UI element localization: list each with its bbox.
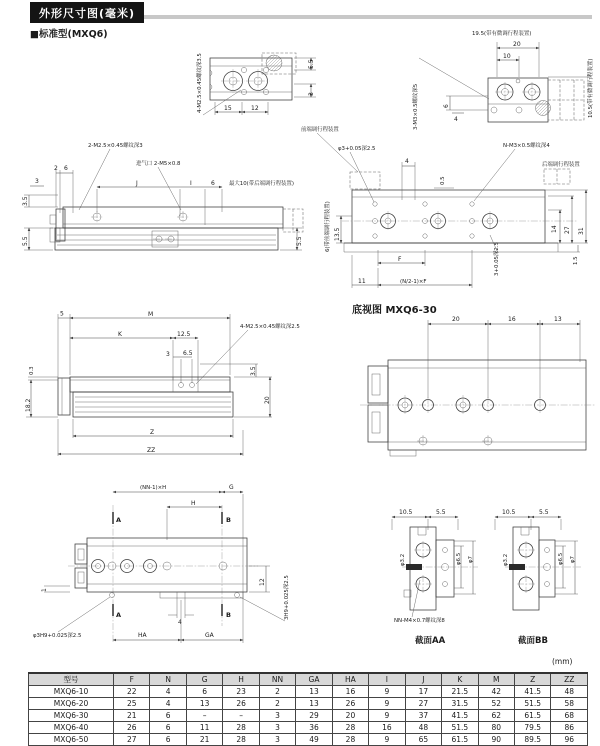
value-cell: 11: [186, 722, 222, 734]
column-header: K: [442, 673, 478, 686]
dim-3: 3: [308, 92, 315, 96]
section-aa-title: 截面AA: [415, 636, 446, 646]
dim-GA: GA: [205, 632, 214, 639]
value-cell: 2: [259, 698, 295, 710]
column-header: H: [223, 673, 259, 686]
top-view: [301, 125, 588, 288]
rear-adjuster-label: 后端调行程装置: [542, 162, 580, 168]
bottom-view-title: 底视图 MXQ6-30: [352, 305, 437, 316]
dim-20: 20: [513, 41, 521, 48]
dim-3p5: 3.5: [22, 196, 29, 206]
model-cell: MXQ6-30: [29, 710, 114, 722]
value-cell: 31.5: [442, 698, 478, 710]
value-cell: 37: [405, 710, 441, 722]
value-cell: 41.5: [442, 710, 478, 722]
page-title: 外形尺寸图(毫米): [30, 2, 144, 23]
value-cell: 80: [478, 722, 514, 734]
dim-11: 11: [358, 278, 366, 285]
value-cell: 79.5: [514, 722, 550, 734]
dia-7-aa: φ7: [468, 556, 474, 563]
value-cell: 52: [478, 698, 514, 710]
dim-6p5: 6.5: [183, 350, 193, 357]
value-cell: 23: [223, 686, 259, 698]
value-cell: 4: [150, 686, 186, 698]
air-port-note: 进气口 2-M5×0.8: [136, 161, 181, 167]
dim-12: 12: [259, 578, 266, 586]
dim-3p5: 3.5: [250, 366, 257, 376]
value-cell: 9: [369, 686, 405, 698]
dim-20: 20: [264, 396, 271, 404]
value-cell: 16: [369, 722, 405, 734]
thread-note: 3-M3×0.5螺纹深5: [413, 83, 419, 130]
value-cell: 9: [369, 698, 405, 710]
value-cell: 6: [150, 710, 186, 722]
value-cell: 36: [296, 722, 332, 734]
column-header: F: [114, 673, 150, 686]
table-row: [29, 710, 588, 722]
dim-6b: 6: [211, 180, 215, 187]
value-cell: 4: [150, 698, 186, 710]
dim-K: K: [118, 331, 122, 338]
dim-20: 20: [452, 316, 460, 323]
section-mark-A-bottom: A: [116, 611, 122, 619]
dim-J: J: [136, 180, 138, 187]
model-cell: MXQ6-10: [29, 686, 114, 698]
column-header: J: [405, 673, 441, 686]
value-cell: 42: [478, 686, 514, 698]
section-bb-title: 截面BB: [518, 636, 548, 646]
dim-27: 27: [564, 226, 571, 234]
dim-5p5-aa: 5.5: [436, 509, 446, 516]
top-plan-view: [195, 53, 316, 115]
dia-7-bb: φ7: [570, 556, 576, 563]
value-cell: 65: [405, 734, 441, 746]
value-cell: 13: [296, 698, 332, 710]
value-cell: 3: [259, 710, 295, 722]
thread-note: N-M3×0.5螺纹深4: [503, 143, 550, 149]
value-cell: 21: [186, 734, 222, 746]
dim-1: 1: [41, 588, 48, 592]
thread-note: 2-M2.5×0.45螺纹深3: [88, 143, 143, 149]
dim-G: G: [229, 484, 234, 491]
dia-3p2-bb: φ3.2: [503, 553, 509, 566]
value-cell: 6: [150, 722, 186, 734]
value-cell: 21: [114, 710, 150, 722]
dim-nn-1xh: (NN-1)×H: [140, 485, 167, 491]
table-row: [29, 686, 588, 698]
dim-F: F: [398, 256, 402, 263]
value-cell: 90: [478, 734, 514, 746]
value-cell: 28: [332, 722, 368, 734]
column-header: ZZ: [551, 673, 588, 686]
value-cell: 89.5: [514, 734, 550, 746]
side-view: [22, 141, 331, 252]
dim-10p5-aa: 10.5: [399, 509, 413, 516]
value-cell: 41.5: [514, 686, 550, 698]
units-note: (mm): [552, 657, 573, 666]
value-cell: 25: [114, 698, 150, 710]
dim-5p5: 5.5: [308, 59, 315, 69]
series-subtitle: ■标准型(MXQ6): [30, 29, 108, 40]
dim-10p5-bb: 10.5: [502, 509, 516, 516]
value-cell: 6: [186, 686, 222, 698]
dim-6: 6: [64, 165, 68, 172]
section-mark-A-top: A: [116, 516, 122, 524]
model-cell: MXQ6-40: [29, 722, 114, 734]
value-cell: –: [186, 710, 222, 722]
dia-6p5-bb: φ6.5: [558, 552, 564, 565]
value-cell: 29: [296, 710, 332, 722]
dim-12p5: 12.5: [177, 331, 191, 338]
max-stroke-note: 最大10(带后端调行程装置): [229, 181, 294, 187]
value-cell: 26: [223, 698, 259, 710]
value-cell: 20: [332, 710, 368, 722]
value-cell: 27: [114, 734, 150, 746]
value-cell: 13: [296, 686, 332, 698]
value-cell: 86: [551, 722, 588, 734]
thread-note-aa: NN-M4×0.7螺纹深8: [394, 618, 445, 624]
dimension-table: [28, 672, 588, 746]
bottom-view: [360, 316, 596, 456]
value-cell: 28: [223, 722, 259, 734]
dim-pitch-formula: (N/2-1)×F: [400, 279, 427, 285]
dim-18p2: 18.2: [25, 398, 32, 412]
dim-2: 2: [54, 165, 58, 172]
section-views: [392, 509, 581, 646]
dim-10: 10: [503, 53, 511, 60]
dim-4: 4: [178, 619, 182, 626]
adjuster-note-19p5: 19.5(带有微调行程装置): [472, 31, 532, 37]
value-cell: 3: [259, 722, 295, 734]
value-cell: 62: [478, 710, 514, 722]
profile-view: [25, 311, 300, 457]
dim-5p5-left: 5.5: [22, 236, 29, 246]
value-cell: 16: [332, 686, 368, 698]
table-row: [29, 722, 588, 734]
thread-note: 4-M2.5×0.45螺纹深3.5: [197, 53, 203, 113]
value-cell: 2: [259, 686, 295, 698]
column-header: 型号: [29, 673, 114, 686]
table-row: [29, 734, 588, 746]
dowel-hole-note-right: 3H9+0.025深2.5: [284, 575, 290, 620]
value-cell: 48: [405, 722, 441, 734]
value-cell: 6: [150, 734, 186, 746]
dim-0p3: 0.3: [29, 366, 35, 375]
dim-M: M: [148, 311, 154, 318]
value-cell: –: [223, 710, 259, 722]
dia-3p2-aa: φ3.2: [400, 553, 406, 566]
section-mark-B-bottom: B: [226, 611, 231, 619]
column-header: Z: [514, 673, 550, 686]
value-cell: 9: [369, 710, 405, 722]
dim-3: 3: [166, 351, 170, 358]
dia-6p5-aa: φ6.5: [456, 552, 462, 565]
value-cell: 21.5: [442, 686, 478, 698]
dowel-hole-note-left: φ3H9+0.025深2.5: [33, 633, 82, 639]
dim-1p5: 1.5: [573, 256, 579, 265]
value-cell: 3: [259, 734, 295, 746]
value-cell: 26: [332, 698, 368, 710]
dim-H: H: [191, 500, 196, 507]
dim-15: 15: [224, 105, 232, 112]
dim-0p5: 0.5: [440, 176, 446, 185]
dim-4: 4: [454, 116, 458, 123]
dim-ZZ: ZZ: [147, 447, 156, 454]
table-row: [29, 698, 588, 710]
column-header: GA: [296, 673, 332, 686]
section-mark-B-top: B: [226, 516, 231, 524]
value-cell: 9: [369, 734, 405, 746]
value-cell: 49: [296, 734, 332, 746]
value-cell: 27: [405, 698, 441, 710]
value-cell: 17: [405, 686, 441, 698]
dim-6: 6: [443, 104, 450, 108]
dim-5: 5: [60, 310, 64, 318]
dim-HA: HA: [138, 632, 147, 639]
column-header: HA: [332, 673, 368, 686]
model-cell: MXQ6-20: [29, 698, 114, 710]
dim-3: 3: [35, 178, 39, 185]
column-header: G: [186, 673, 222, 686]
value-cell: 51.5: [514, 698, 550, 710]
column-header: M: [478, 673, 514, 686]
value-cell: 61.5: [514, 710, 550, 722]
value-cell: 48: [551, 686, 588, 698]
dim-Z: Z: [150, 429, 155, 436]
adjuster-note-10p5: 10.5(带有微调行程装置): [588, 58, 594, 118]
mounting-view: [33, 484, 290, 643]
dim-4: 4: [405, 158, 409, 165]
end-view: [411, 29, 594, 130]
value-cell: 61.5: [442, 734, 478, 746]
front-adjuster-note: 6(带前端调行程装置): [325, 201, 331, 252]
dowel-hole-note-bottom: 3+0.05深2.5: [494, 242, 500, 276]
value-cell: 68: [551, 710, 588, 722]
value-cell: 28: [223, 734, 259, 746]
dim-5p5-bb: 5.5: [539, 509, 549, 516]
value-cell: 28: [332, 734, 368, 746]
value-cell: 51.5: [442, 722, 478, 734]
model-cell: MXQ6-50: [29, 734, 114, 746]
value-cell: 26: [114, 722, 150, 734]
column-header: N: [150, 673, 186, 686]
dim-14: 14: [551, 225, 558, 233]
value-cell: 22: [114, 686, 150, 698]
dim-13: 13: [554, 316, 562, 323]
table-header-row: [29, 673, 588, 686]
dim-13p5: 13.5: [334, 227, 341, 241]
column-header: NN: [259, 673, 295, 686]
column-header: I: [369, 673, 405, 686]
thread-note: 4-M2.5×0.45螺纹深2.5: [240, 324, 300, 330]
dim-16: 16: [508, 316, 516, 323]
front-adjuster-label: 前端调行程装置: [301, 127, 339, 133]
dim-5p5-right: 5.5: [296, 236, 303, 246]
dowel-hole-note: φ3+0.05深2.5: [338, 146, 376, 152]
dim-I: I: [190, 180, 192, 187]
value-cell: 96: [551, 734, 588, 746]
dim-12: 12: [251, 105, 259, 112]
value-cell: 13: [186, 698, 222, 710]
value-cell: 58: [551, 698, 588, 710]
dim-31: 31: [578, 227, 585, 235]
